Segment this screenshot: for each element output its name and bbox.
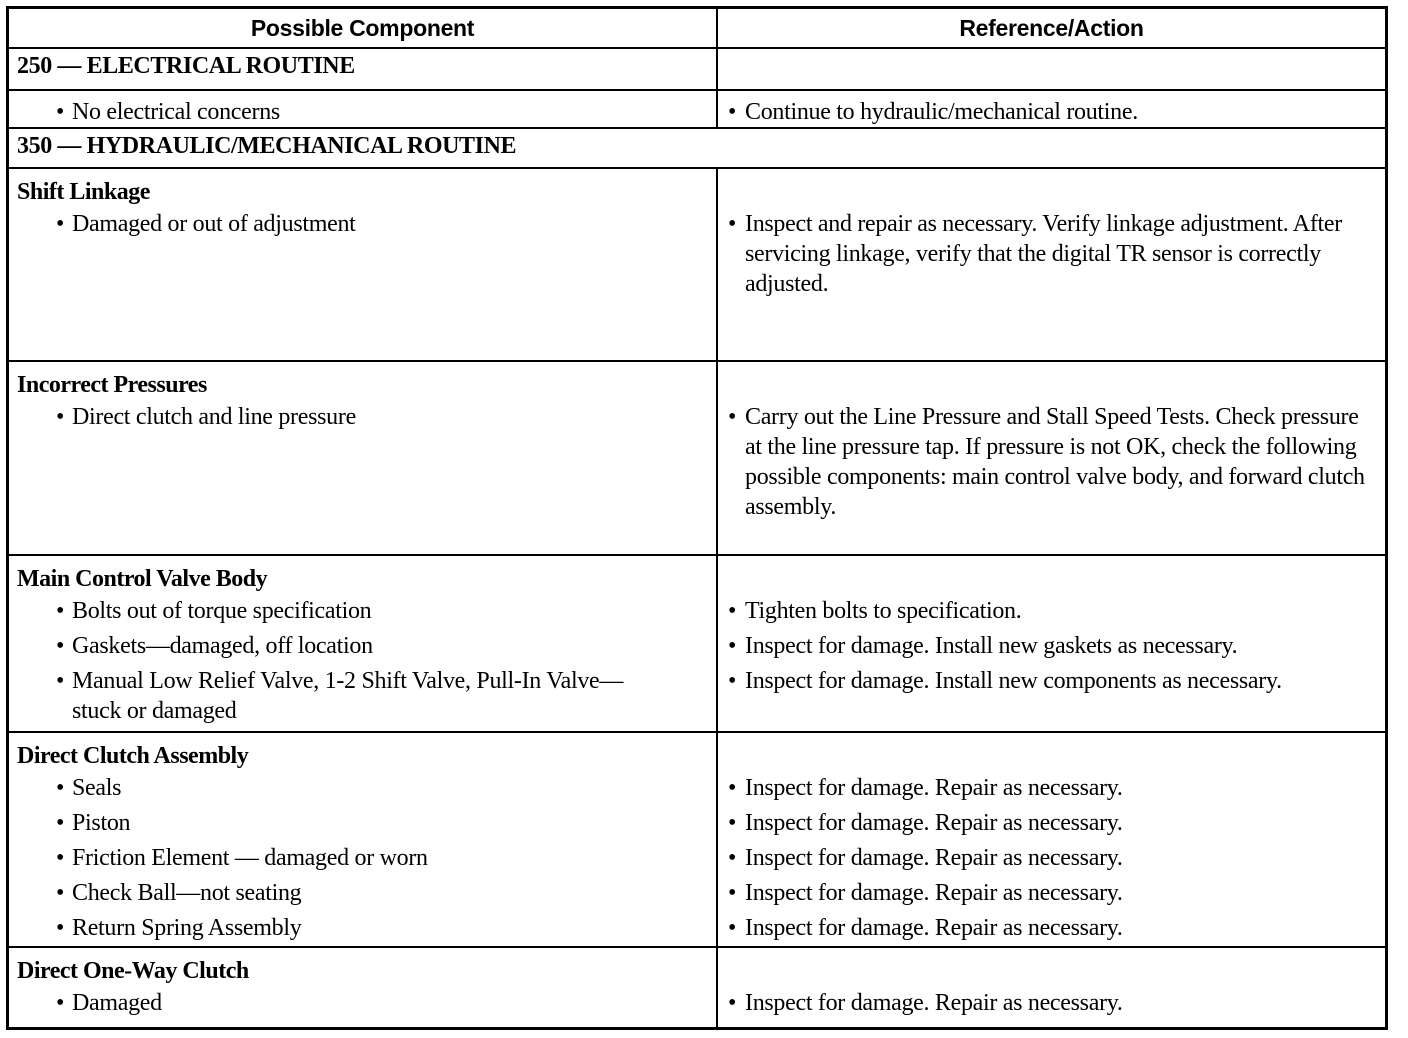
component-item: • Piston (17, 808, 716, 838)
action-item: • Inspect and repair as necessary. Verify linkage adjustment. After servicing linkage, verify that the digital TR sensor is correctly adjusted. (726, 209, 1385, 299)
group-title: Main Control Valve Body (17, 566, 268, 592)
electrical-component-item: • No electrical concerns (17, 97, 716, 127)
header-reference-action: Reference/Action (718, 9, 1385, 49)
component-item: • Bolts out of torque specification (17, 596, 716, 626)
action-item: • Inspect for damage. Install new components as necessary. (726, 666, 1385, 696)
action-item: • Inspect for damage. Repair as necessary. (726, 843, 1385, 873)
action-item: • Inspect for damage. Repair as necessary. (726, 878, 1385, 908)
electrical-component-cell (9, 91, 718, 129)
group-title: Direct One-Way Clutch (17, 958, 249, 984)
component-item: • Damaged (17, 988, 716, 1018)
action-item: • Inspect for damage. Repair as necessary. (726, 773, 1385, 803)
group-direct-one-way-clutch-actions (718, 948, 1385, 1027)
group-title: Direct Clutch Assembly (17, 743, 249, 769)
group-title: Shift Linkage (17, 179, 150, 205)
action-item: • Tighten bolts to specification. (726, 596, 1385, 626)
action-item: • Inspect for damage. Repair as necessary. (726, 913, 1385, 943)
component-item: • Direct clutch and line pressure (17, 402, 716, 432)
group-shift-linkage (9, 169, 718, 362)
group-title: Incorrect Pressures (17, 372, 207, 398)
header-possible-component: Possible Component (9, 9, 718, 49)
action-item: • Inspect for damage. Install new gaskets as necessary. (726, 631, 1385, 661)
action-item: • Carry out the Line Pressure and Stall Speed Tests. Check pressure at the line pressure tap. If pressure is not OK, check the following possible components: main control valve body, and forward clutch assembly. (726, 402, 1385, 522)
component-item: • Gaskets—damaged, off location (17, 631, 716, 661)
group-direct-clutch-assembly (9, 733, 718, 948)
group-incorrect-pressures-actions (718, 362, 1385, 556)
section-electrical-routine: 250 — ELECTRICAL ROUTINE (9, 49, 718, 91)
group-main-control-valve-body-actions (718, 556, 1385, 733)
component-item: • Seals (17, 773, 716, 803)
electrical-action-item: • Continue to hydraulic/mechanical routine. (726, 97, 1385, 127)
component-item: • Manual Low Relief Valve, 1-2 Shift Valve, Pull-In Valve—stuck or damaged (17, 666, 716, 726)
group-direct-clutch-assembly-actions (718, 733, 1385, 948)
component-item: • Friction Element — damaged or worn (17, 843, 716, 873)
component-item: • Check Ball—not seating (17, 878, 716, 908)
action-item: • Inspect for damage. Repair as necessary. (726, 988, 1385, 1018)
component-item: • Return Spring Assembly (17, 913, 716, 943)
electrical-action-cell (718, 91, 1385, 129)
group-shift-linkage-actions (718, 169, 1385, 362)
section-hydraulic-routine: 350 — HYDRAULIC/MECHANICAL ROUTINE (9, 129, 1385, 169)
action-item: • Inspect for damage. Repair as necessary. (726, 808, 1385, 838)
section-electrical-action-empty (718, 49, 1385, 91)
group-incorrect-pressures (9, 362, 718, 556)
group-main-control-valve-body (9, 556, 718, 733)
component-item: • Damaged or out of adjustment (17, 209, 716, 239)
group-direct-one-way-clutch (9, 948, 718, 1027)
diagnostic-table (6, 6, 1388, 1030)
